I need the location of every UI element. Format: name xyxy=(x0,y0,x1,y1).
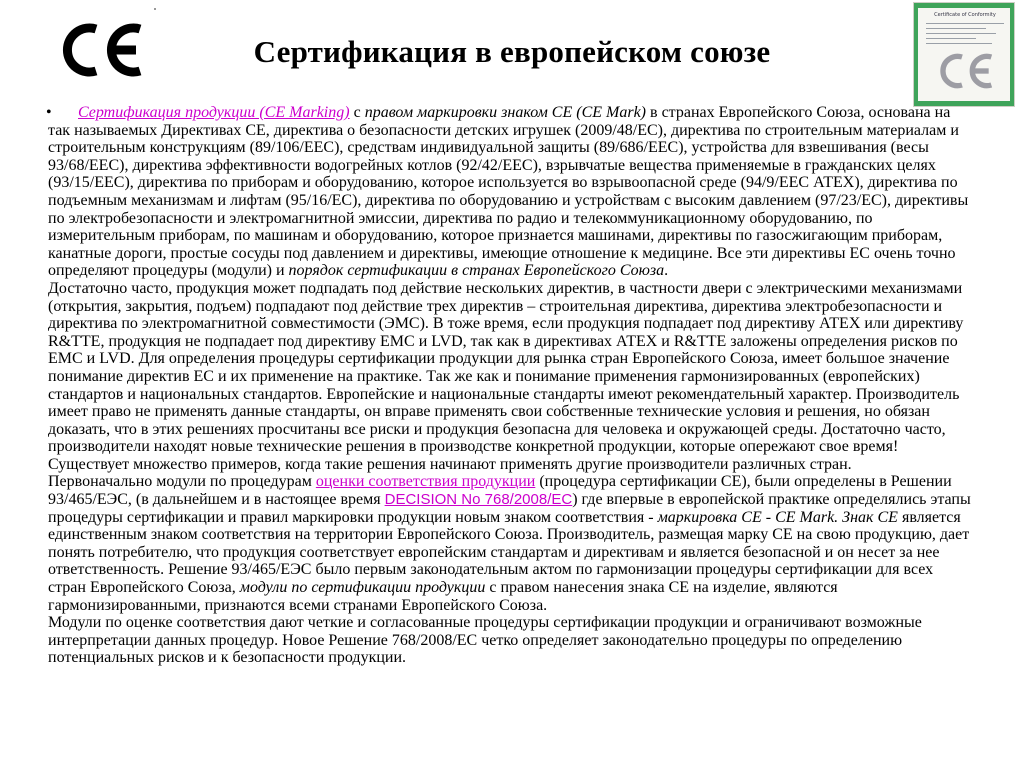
paragraph-modules-procedures: Модули по оценке соответствия дают четкие и согласованные процедуры сертификации продукции и ограничивают возможные интерпретации данных процедур. Новое Решение 768/2008/ЕС четко определяет законодательно процедуры по определению потенциальных рисков и к безопасности продукции. xyxy=(48,614,922,667)
paragraph-multiple-directives: Достаточно часто, продукция может подпадать под действие нескольких директив, в частности двери с электрическими механизмами (открытия, закрытия, подъем) подпадают под действие трех директив – строительная директива, директива электробезопасности и директива по электромагнитной совместимости (ЭМС). В тоже время, если продукция подпадает под директиву АТЕХ или директиву R&TTE, продукция не подпадает под директиву EMC и LVD, так как в директивах АТЕХ и R&TTE заложены определения рисков по EMC и LVD. Для определения процедуры сертификации продукции для рынка стран Европейского Союза, имеет большое значение понимание директив ЕС и их применение на практике. Так же как и понимание применения гармонизированных (европейских) стандартов и национальных стандартов. Европейские и национальные стандарты имеют рекомендательный характер. Производитель имеет право не применять данные стандарты, он вправе применять свои собственные технические условия и решения, но обязан доказать, что в этих решениях просчитаны все риски и продукция безопасна для человека и окружающей среды. Достаточно часто, производители находят новые технические решения в производстве конкретной продукции, которые опережают свое время! Существует множество примеров, когда такие решения начинают применять другие производители различных стран. xyxy=(48,279,964,473)
certificate-ce-icon xyxy=(938,51,994,91)
link-decision-768[interactable]: DECISION No 768/2008/EC xyxy=(384,491,573,509)
article-body xyxy=(48,104,972,667)
link-conformity-assessment[interactable]: оценки соответствия продукции xyxy=(315,473,536,491)
bullet-marker: • xyxy=(46,104,52,121)
paragraph-intro: Сертификация продукции (CE Marking) с правом маркировки знаком CE (CE Mark) в странах Европейского Союза, основана на так называемых Директивах СЕ, директива о безопасности детских игрушек (2009/48/EC), директива по строительным материалам и строительным конструкциям (89/106/ЕЕС), средствам индивидуальной защиты (89/686/ЕЕС), устройства для взвешивания (весы 93/68/ЕЕС), директива эффективности водогрейных котлов (92/42/ЕЕС), взрывчатые вещества применяемые в гражданских целях (93/15/ЕЕС), директива по приборам и оборудованию, которое используется во взрывоопасной среде (94/9/ЕЕС АТЕХ), директива по подъемным механизмам и лифтам (95/16/ЕС), директива по оборудованию и устройствам с высоким давлением (97/23/ЕС), директивы по электробезопасности и электромагнитной эмиссии, директива по радио и телекоммуникационному оборудованию, по измерительным приборам, по машинам и оборудованию, которое признается машинами, директивы по газосжигающим приборам, канатные дороги, простые сосуды под давлением и директивы, имеющие отношение к медицине. Все эти директивы ЕС очень точно определяют процедуры (модули) и порядок сертификации в странах Европейского Союза. xyxy=(48,104,969,280)
decorative-dot xyxy=(154,8,156,10)
link-product-certification[interactable]: Сертификация продукции (CE Marking) xyxy=(78,104,350,121)
page-title: Сертификация в европейском союзе xyxy=(253,34,771,69)
certificate-heading: Certificate of Conformity xyxy=(934,12,996,18)
certificate-thumbnail-icon xyxy=(913,2,1015,107)
paragraph-modules-history: Первоначально модули по процедурам оценки соответствия продукции (процедура сертификации CE), были определены в Решении 93/465/ЕЭС, (в дальнейшем и в настоящее время DECISION No 768/2008/EC) где впервые в европейской практике определялись этапы процедуры сертификации и правил маркировки продукции новым знаком соответствия - маркировка CE - CE Mark. Знак CE является единственным знаком соответствия на территории Европейского Союза. Производитель, размещая марку CE на свою продукцию, дает понять потребителю, что продукция соответствует европейским стандартам и директивам и является безопасной и он несет за нее ответственность. Решение 93/465/ЕЭС было первым законодательным актом по гармонизации процедуры сертификации для всех стран Европейского Союза, модули по сертификации продукции с правом нанесения знака CE на изделие, являются гармонизированными, признаются всеми странами Европейского Союза. xyxy=(48,473,971,614)
